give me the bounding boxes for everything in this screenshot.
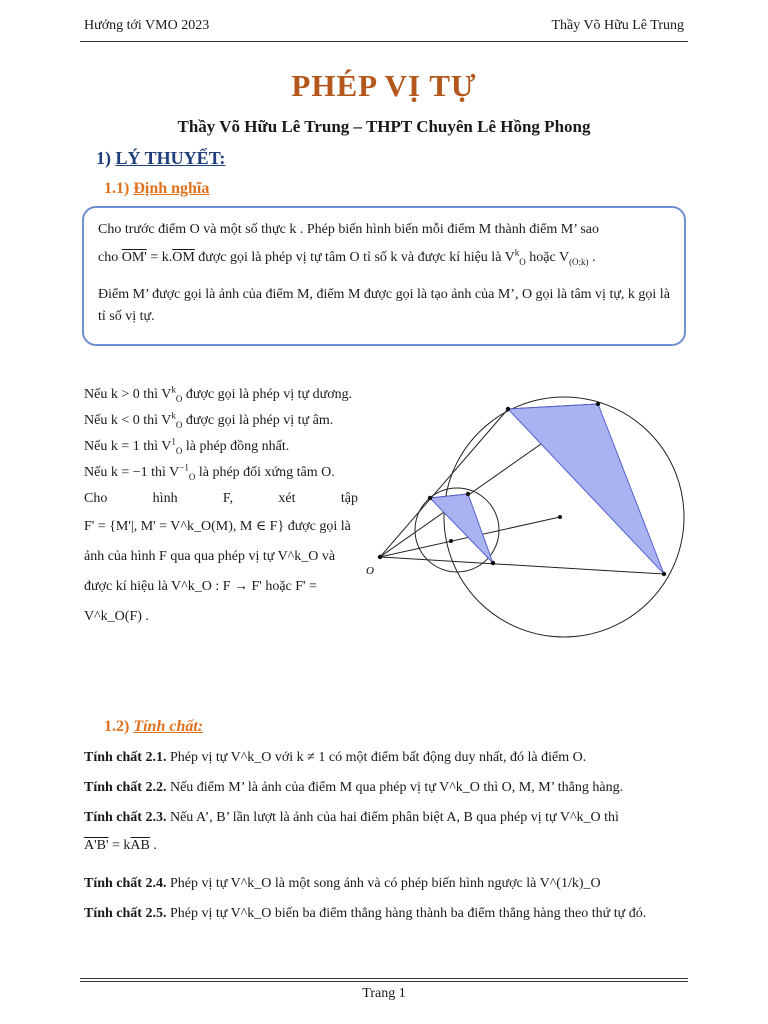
page-number: Trang 1 — [362, 986, 406, 1001]
text: hoặc V — [525, 250, 570, 265]
vector-om-prime: OM' — [121, 250, 147, 265]
definition-line1: Cho trước điểm O và một số thực k . Phép biến hình biến mỗi điểm M thành điểm M’ sao — [98, 222, 599, 237]
author-line: Thầy Võ Hữu Lê Trung – THPT Chuyên Lê Hồng Phong — [177, 117, 591, 136]
superscript: k — [171, 384, 176, 395]
text: = k — [108, 838, 131, 853]
property-2-1 — [84, 750, 688, 766]
property-2-2 — [84, 780, 688, 796]
superscript: k — [171, 410, 176, 421]
text: . — [588, 250, 596, 265]
text: Nếu k = −1 thì V — [84, 465, 180, 480]
property-name: Tính chất 2.5. — [84, 906, 167, 921]
subscript: O — [175, 393, 183, 404]
page-title: PHÉP VỊ TỰ — [291, 68, 477, 103]
footer-rule — [80, 978, 688, 979]
text: cho — [98, 250, 119, 265]
subscript: O — [175, 445, 183, 456]
property-text: Phép vị tự V^k_O là một song ánh và có phép biến hình ngược là V^(1/k)_O — [166, 876, 601, 891]
figure-text-start: Cho hình F, xét tập — [84, 491, 358, 506]
superscript: −1 — [179, 462, 189, 473]
left-column-text — [84, 382, 358, 632]
text: Nếu k > 0 thì V — [84, 387, 172, 402]
header-left: Hướng tới VMO 2023 — [84, 18, 210, 33]
text: = k. — [146, 250, 173, 265]
identity-text — [84, 434, 358, 460]
section-number: 1) — [96, 148, 111, 168]
subsection-properties-heading — [104, 718, 203, 736]
positive-ratio-text — [84, 382, 358, 408]
property-name: Tính chất 2.1. — [84, 750, 167, 765]
subsection-number: 1.1) — [104, 180, 130, 197]
text: là phép đối xứng tâm O. — [195, 465, 335, 480]
footer-rule-double — [80, 981, 688, 982]
central-symmetry-text — [84, 460, 358, 486]
property-name: Tính chất 2.2. — [84, 780, 167, 795]
text: . — [149, 838, 157, 853]
text: được gọi là phép vị tự âm. — [182, 413, 334, 428]
preimage-triangle — [430, 494, 493, 563]
vector-a-prime-b-prime: A'B' — [84, 838, 109, 853]
superscript: 1 — [171, 436, 176, 447]
subscript: O — [519, 256, 526, 267]
subscript: (O;k) — [569, 256, 589, 267]
subscript: O — [188, 471, 196, 482]
section-theory-heading — [96, 148, 225, 169]
header-rule — [80, 41, 688, 42]
text: được gọi là phép vị tự dương. — [182, 387, 353, 402]
property-text: Nếu điểm M’ là ảnh của điểm M qua phép vị tự V^k_O thì O, M, M’ thẳng hàng. — [166, 780, 624, 795]
property-text: Nếu A’, B’ lần lượt là ảnh của hai điểm phân biệt A, B qua phép vị tự V^k_O thì — [166, 810, 619, 825]
property-2-5 — [84, 906, 688, 922]
superscript: k — [514, 247, 520, 258]
property-text: Phép vị tự V^k_O với k ≠ 1 có một điểm bất động duy nhất, đó là điểm O. — [166, 750, 587, 765]
subsection-label: Tính chất: — [133, 718, 204, 735]
header-right: Thầy Võ Hữu Lê Trung — [551, 18, 684, 33]
property-2-3 — [84, 810, 688, 826]
image-triangle — [508, 404, 664, 574]
property-name: Tính chất 2.3. — [84, 810, 167, 825]
text: Nếu k < 0 thì V — [84, 413, 172, 428]
property-name: Tính chất 2.4. — [84, 876, 167, 891]
vector-om: $\overline{OM}$ — [172, 250, 195, 265]
text: là phép đồng nhất. — [182, 439, 290, 454]
subsection-definition-heading — [104, 180, 209, 198]
text: được gọi là phép vị tự tâm O tỉ số k và được kí hiệu là V — [194, 250, 515, 265]
property-text: Phép vị tự V^k_O biến ba điểm thẳng hàng thành ba điểm thẳng hàng theo thứ tự đó. — [166, 906, 647, 921]
text: Nếu k = 1 thì V — [84, 439, 172, 454]
property-2-4 — [84, 876, 688, 892]
section-label: LÝ THUYẾT: — [115, 148, 226, 168]
definition-para2: Điểm M’ được gọi là ảnh của điểm M, điểm M được gọi là tạo ảnh của M’, O gọi là tâm vị tự, k gọi là tỉ số vị tự. — [98, 287, 670, 324]
vector-ab: $\overline{AB}$ — [130, 838, 150, 853]
figure-image-definition: F' = {M'|, M' = V^k_O(M), M ∈ F} được gọi là ảnh của hình F qua qua phép vị tự V^k_O và được kí hiệu là V^k_O : F → F' hoặc F' = V^k_O(F) . — [84, 519, 351, 624]
subsection-label: Định nghĩa — [133, 180, 210, 197]
property-2-3-formula — [84, 838, 688, 854]
definition-line2 — [98, 248, 678, 268]
origin-label: O — [366, 565, 374, 577]
homothety-figure — [360, 378, 690, 668]
subsection-number: 1.2) — [104, 718, 130, 735]
negative-ratio-text — [84, 408, 358, 434]
subscript: O — [175, 419, 183, 430]
